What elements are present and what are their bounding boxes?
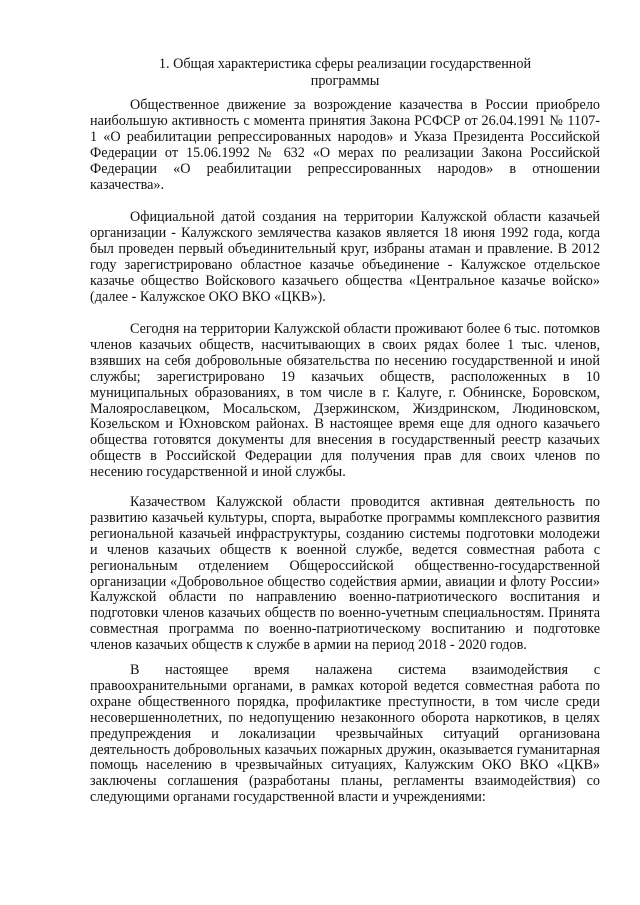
paragraph-cooperation: В настоящее время налажена система взаимодействия с правоохранительными органами, в рамках которой ведется совместная работа по охране общественного порядка, профилактике преступности, в том числе среди несовершеннолетних, по недопущению незаконного оборота наркотиков, в целях предупреждения и локализации чрезвычайных ситуаций организована деятельность добровольных казачьих пожарных дружин, оказывается гуманитарная помощь населению в чрезвычайных ситуациях, Калужским ОКО ВКО «ЦКВ» заключены соглашения (разработаны планы, регламенты взаимодействия) со следующими органами государственной власти и учреждениями:	[90, 662, 600, 806]
section-heading	[90, 56, 600, 90]
paragraph-founding: Официальной датой создания на территории Калужской области казачьей организации - Калужского землячества казаков является 18 июня 1992 года, когда был проведен первый объединительный круг, избраны атаман и правление. В 2012 году зарегистрировано областное казачье объединение - Калужское отдельское казачье общество Войскового казачьего общества «Центральное казачье войско» (далее - Калужское ОКО ВКО «ЦКВ»).	[90, 209, 600, 305]
paragraph-current-status: Сегодня на территории Калужской области проживают более 6 тыс. потомков членов казачьих обществ, насчитывающих в своих рядах более 1 тыс. членов, взявших на себя добровольные обязательства по несению государственной и иной службы; зарегистрировано 19 казачьих обществ, расположенных в 10 муниципальных образованиях, в том числе в г. Калуге, г. Обнинске, Боровском, Малоярославецком, Мосальском, Дзержинском, Жиздринском, Людиновском, Козельском и Юхновском районах. В настоящее время еще для одного казачьего общества готовятся документы для внесения в государственный реестр казачьих обществ в Российской Федерации для получения прав для своих членов по несению государственной и иной службы.	[90, 321, 600, 481]
section-heading-line-2: программы	[310, 73, 380, 89]
section-heading-line-1: 1. Общая характеристика сферы реализации государственной	[158, 56, 532, 72]
paragraph-activities: Казачеством Калужской области проводится активная деятельность по развитию казачьей культуры, спорта, выработке программы комплексного развития региональной казачьей инфраструктуры, созданию системы подготовки молодежи и членов казачьих обществ к военной службе, ведется совместная работа с региональным отделением Общероссийской общественно-государственной организации «Добровольное общество содействия армии, авиации и флоту России» Калужской области по направлению военно-патриотического воспитания и подготовки членов казачьих обществ по военно-учетным специальностям. Принята совместная программа по военно-патриотическому воспитанию и подготовке членов казачьих обществ к службе в армии на период 2018 - 2020 годов.	[90, 494, 600, 654]
paragraph-history: Общественное движение за возрождение казачества в России приобрело наибольшую активность с момента принятия Закона РСФСР от 26.04.1991 № 1107-1 «О реабилитации репрессированных народов» и Указа Президента Российской Федерации от 15.06.1992 № 632 «О мерах по реализации Закона Российской Федерации «О реабилитации репрессированных народов» в отношении казачества».	[90, 97, 600, 193]
